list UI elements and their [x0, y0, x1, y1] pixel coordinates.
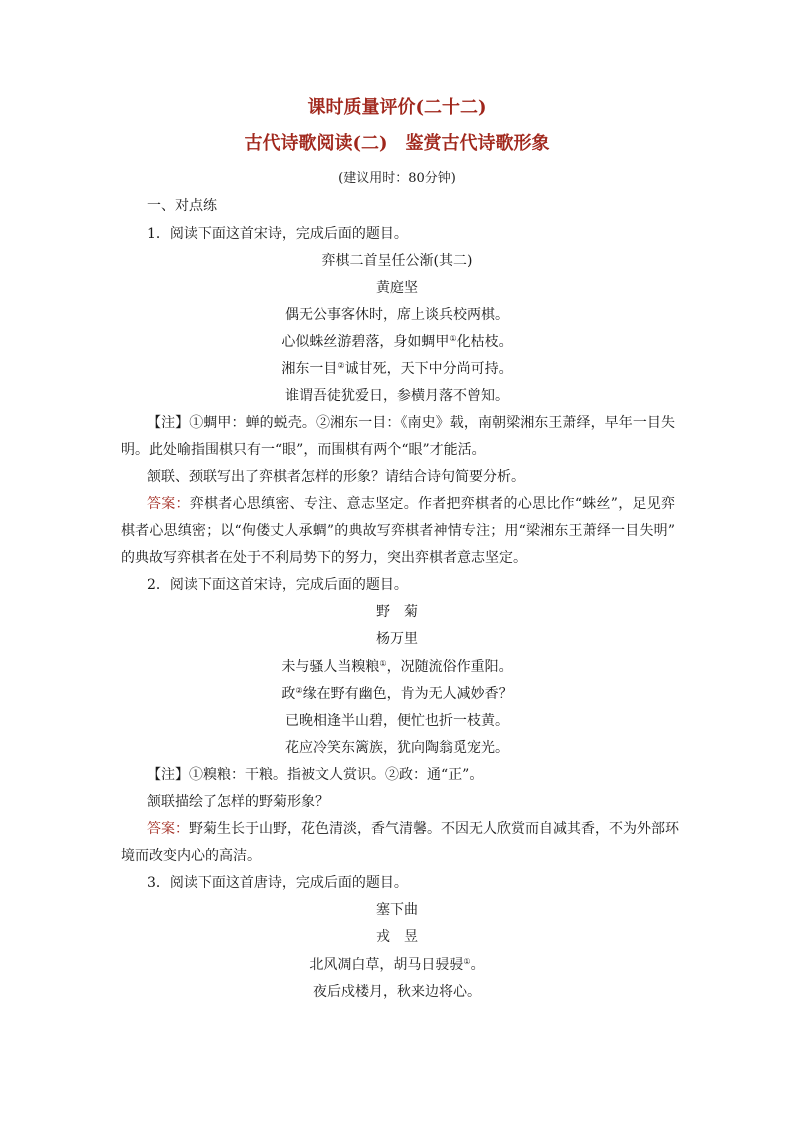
question-1-prompt: 1．阅读下面这首宋诗，完成后面的题目。 [147, 226, 408, 242]
poem-2-line-3: 已晚相逢半山碧，便忙也折一枝黄。 [285, 713, 509, 729]
poem-1-line-1: 偶无公事客休时，席上谈兵校两棋。 [285, 307, 509, 323]
answer-label: 答案： [147, 496, 190, 512]
poem-3-title: 塞下曲 [376, 902, 418, 918]
poem-1-author: 黄庭坚 [376, 280, 418, 296]
poem-2-title: 野 菊 [376, 604, 418, 620]
answer-2-line-2: 境而改变内心的高洁。 [121, 848, 261, 864]
question-2-prompt: 2．阅读下面这首宋诗，完成后面的题目。 [147, 577, 408, 593]
page-subtitle: 古代诗歌阅读(二) 鉴赏古代诗歌形象 [244, 133, 550, 154]
section-heading: 一、对点练 [147, 198, 217, 214]
page-title: 课时质量评价(二十二) [307, 97, 487, 118]
answer-1-line-1: 答案：弈棋者心思缜密、专注、意志坚定。作者把弈棋者的心思比作“蛛丝”，足见弈 [147, 496, 676, 512]
poem-2-line-4: 花应冷笑东篱族，犹向陶翁觅宠光。 [285, 740, 509, 756]
answer-2-line-1: 答案：野菊生长于山野，花色清淡，香气清馨。不因无人欣赏而自减其香，不为外部环 [147, 821, 679, 837]
question-3-prompt: 3．阅读下面这首唐诗，完成后面的题目。 [147, 875, 408, 891]
poem-2-line-1: 未与骚人当糗粮①，况随流俗作重阳。 [281, 659, 513, 675]
time-hint: (建议用时：80分钟) [338, 171, 456, 186]
poem-3-line-2: 夜后戍楼月，秋来边将心。 [313, 984, 481, 1000]
poem-1-line-4: 谁谓吾徒犹爱日，参横月落不曾知。 [285, 388, 509, 404]
answer-1-line-2: 棋者心思缜密；以“佝偻丈人承蜩”的典故写弈棋者神情专注；用“梁湘东王萧绎一目失明” [121, 523, 675, 539]
question-2-text: 颔联描绘了怎样的野菊形象？ [147, 794, 329, 810]
poem-1-title: 弈棋二首呈任公渐(其二) [321, 253, 473, 269]
poem-1-line-3: 湘东一目②诚甘死，天下中分尚可持。 [281, 361, 513, 377]
question-1-text: 颔联、颈联写出了弈棋者怎样的形象？请结合诗句简要分析。 [147, 469, 525, 485]
answer-label: 答案： [147, 821, 189, 837]
poem-3-author: 戎 昱 [376, 929, 418, 945]
note-2-line-1: 【注】①糗粮：干粮。指被文人赏识。②政：通“正”。 [147, 767, 484, 783]
answer-1-line-3: 的典故写弈棋者在处于不利局势下的努力，突出弈棋者意志坚定。 [121, 550, 527, 566]
note-1-line-1: 【注】①蜩甲：蝉的蜕壳。②湘东一目：《南史》载，南朝梁湘东王萧绎，早年一目失 [147, 415, 676, 431]
note-1-line-2: 明。此处喻指围棋只有一“眼”，而围棋有两个“眼”才能活。 [121, 442, 486, 458]
poem-2-line-2: 政②缘在野有幽色，肯为无人减妙香？ [281, 686, 513, 702]
poem-3-line-1: 北风凋白草，胡马日骎骎①。 [309, 957, 485, 973]
poem-2-author: 杨万里 [376, 631, 418, 647]
poem-1-line-2: 心似蛛丝游碧落，身如蜩甲①化枯枝。 [281, 334, 513, 350]
